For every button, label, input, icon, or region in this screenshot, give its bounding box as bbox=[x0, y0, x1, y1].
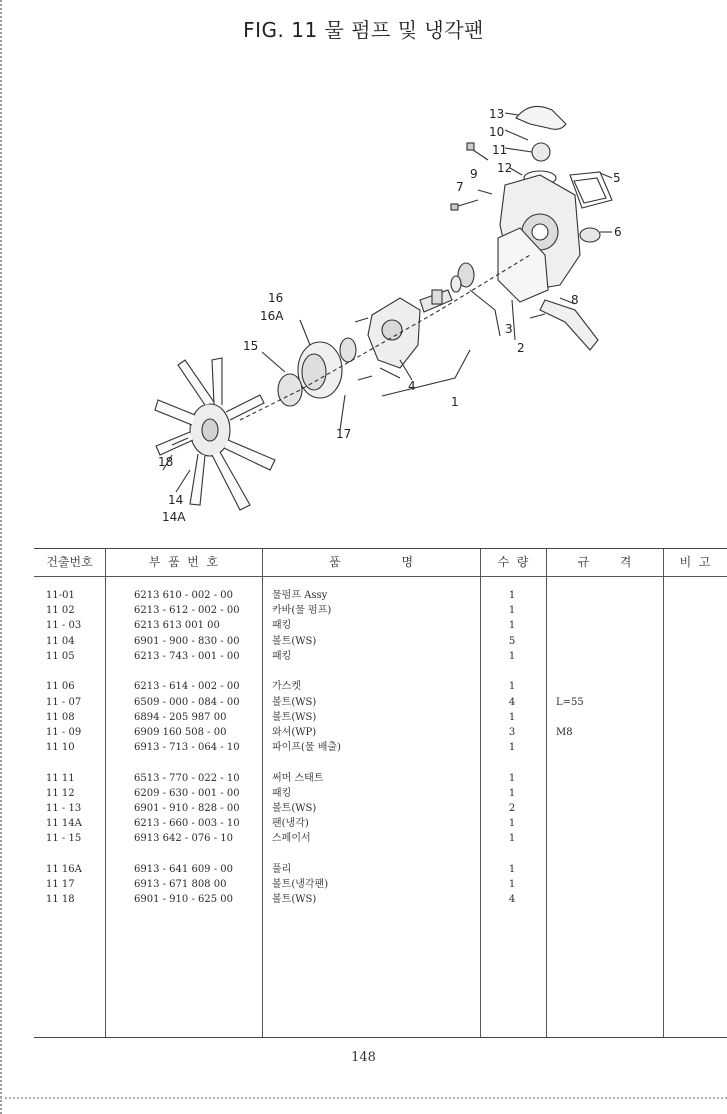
table-row: 11 - 07 6509 - 000 - 084 - 00 볼트(WS) 4 L=55 bbox=[46, 696, 584, 708]
scan-edge bbox=[0, 1097, 727, 1105]
callout-7: 7 bbox=[456, 180, 464, 194]
table-row: 11 - 15 6913 642 - 076 - 10 스페이서 1 bbox=[46, 833, 516, 845]
callout-18: 18 bbox=[158, 455, 174, 469]
parts-table bbox=[34, 548, 727, 1038]
callout-5a: 5 bbox=[613, 171, 621, 185]
table-row: 11 08 6894 - 205 987 00 볼트(WS) 1 bbox=[46, 711, 516, 723]
table-row: 11 16A 6913 - 641 609 - 00 풀리 1 bbox=[46, 863, 516, 875]
exploded-parts-diagram bbox=[0, 60, 727, 550]
callout-16: 16 bbox=[268, 291, 284, 305]
callout-2: 2 bbox=[517, 341, 525, 355]
table-row: 11 14A 6213 - 660 - 003 - 10 팬(냉각) 1 bbox=[46, 818, 516, 830]
figure-title: FIG. 11 물 펌프 및 냉각팬 bbox=[243, 18, 484, 42]
table-row: 11 17 6913 - 671 808 00 볼트(냉각팬) 1 bbox=[46, 879, 516, 891]
header-remark: 비 고 bbox=[679, 555, 711, 569]
callout-9: 9 bbox=[470, 167, 478, 181]
table-row: 11 18 6901 - 910 - 625 00 볼트(WS) 4 bbox=[46, 894, 516, 906]
table-body bbox=[34, 588, 727, 908]
callout-17: 17 bbox=[336, 427, 352, 441]
table-row: 11 - 13 6901 - 910 - 828 - 00 볼트(WS) 2 bbox=[46, 803, 516, 815]
callout-13: 13 bbox=[489, 107, 505, 121]
table-row: 11 05 6213 - 743 - 001 - 00 패킹 1 bbox=[46, 650, 516, 662]
callout-6: 6 bbox=[614, 225, 622, 239]
table-row: 11 02 6213 - 612 - 002 - 00 카바(물 펌프) 1 bbox=[46, 605, 516, 617]
table-row: 11 12 6209 - 630 - 001 - 00 패킹 1 bbox=[46, 787, 516, 799]
table-row: 11 11 6513 - 770 - 022 - 10 써머 스태트 1 bbox=[46, 772, 516, 784]
callout-1: 1 bbox=[451, 395, 459, 409]
callout-3: 3 bbox=[505, 322, 513, 336]
callout-15: 15 bbox=[243, 339, 259, 353]
callout-4: 4 bbox=[408, 379, 416, 393]
table-row: 11 04 6901 - 900 - 830 - 00 볼트(WS) 5 bbox=[46, 635, 516, 647]
table-row: 11-01 6213 610 - 002 - 00 물펌프 Assy 1 bbox=[46, 590, 516, 601]
callout-14a: 14A bbox=[162, 510, 186, 524]
callout-12: 12 bbox=[497, 161, 513, 175]
header-quantity: 수 량 bbox=[497, 555, 529, 569]
page-number: 148 bbox=[351, 1050, 376, 1065]
header-spec: 규 격 bbox=[577, 555, 632, 569]
header-part-name: 품 명 bbox=[328, 555, 414, 569]
header-divider bbox=[34, 576, 727, 577]
callout-14: 14 bbox=[168, 493, 184, 507]
callout-16a: 16A bbox=[260, 309, 284, 323]
callout-8: 8 bbox=[571, 293, 579, 307]
header-part-number: 부 품 번 호 bbox=[148, 555, 219, 569]
table-row: 11 - 03 6213 613 001 00 패킹 1 bbox=[46, 620, 516, 632]
callout-10: 10 bbox=[489, 125, 505, 139]
table-row: 11 06 6213 - 614 - 002 - 00 가스켓 1 bbox=[46, 681, 516, 693]
table-row: 11 10 6913 - 713 - 064 - 10 파이프(물 배출) 1 bbox=[46, 742, 516, 754]
table-row: 11 - 09 6909 160 508 - 00 와셔(WP) 3 M8 bbox=[46, 726, 573, 738]
header-item-no: 건출번호 bbox=[46, 555, 93, 569]
callout-11: 11 bbox=[492, 143, 508, 157]
